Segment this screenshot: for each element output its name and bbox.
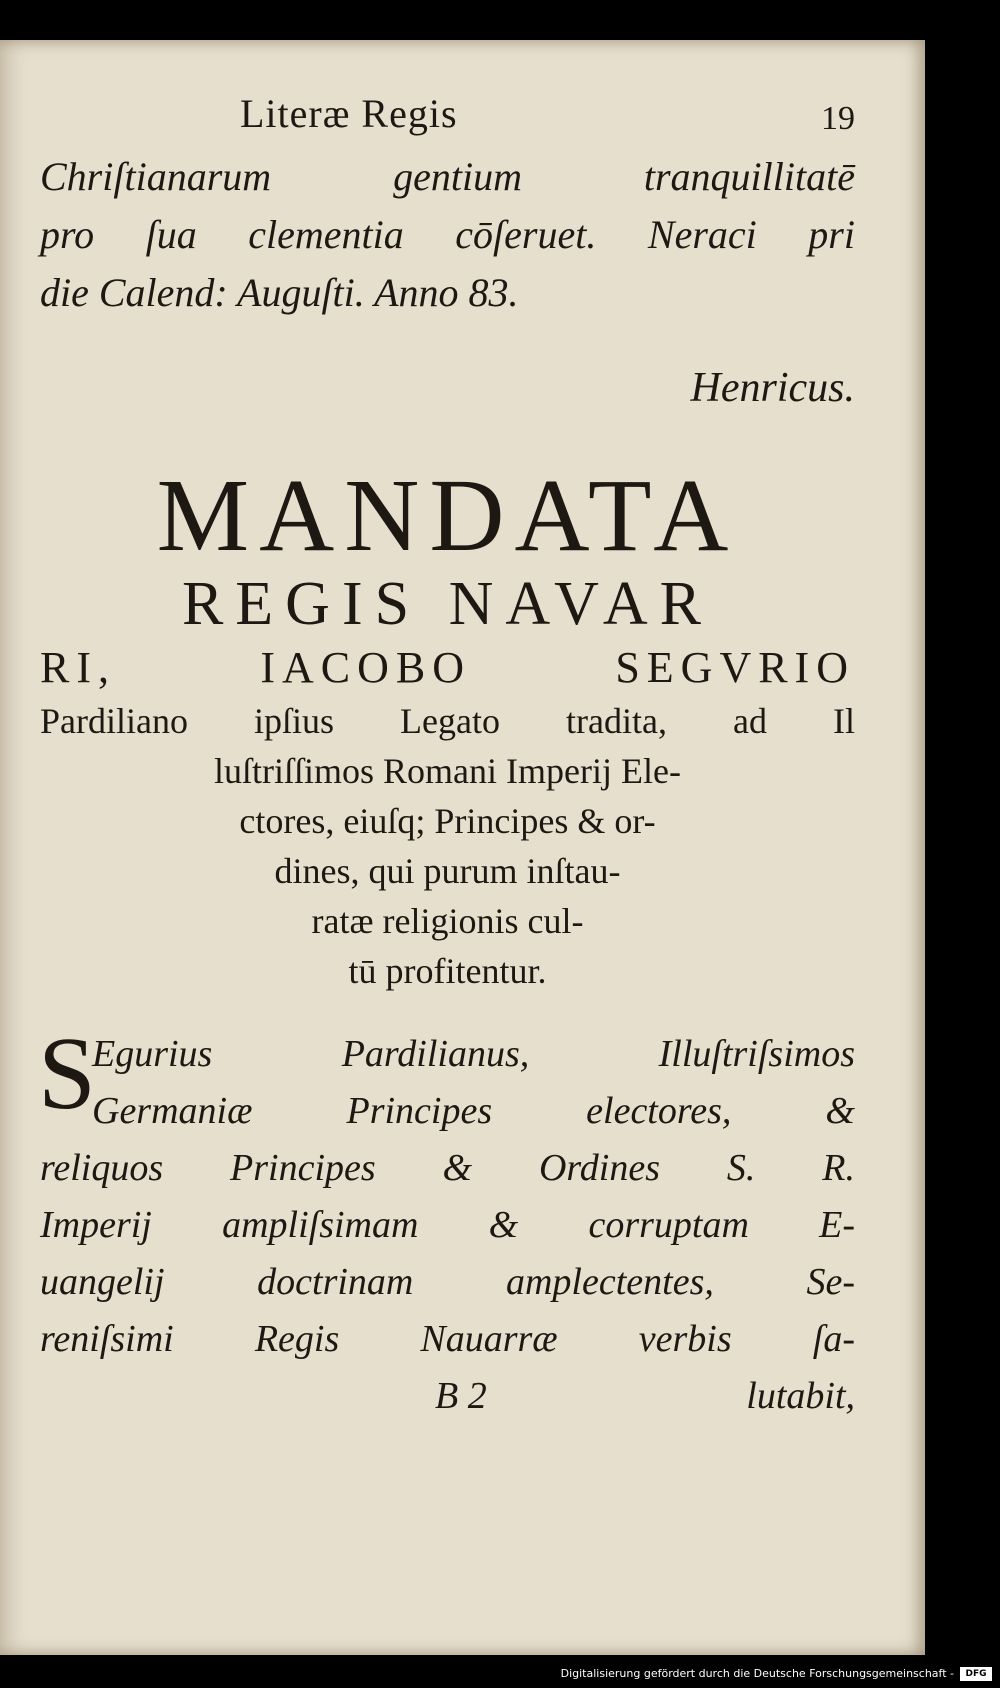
subtitle (40, 696, 855, 996)
catchword: lutabit, (746, 1375, 855, 1417)
drop-cap: S (38, 1016, 96, 1131)
title-line-1: MANDATA (156, 458, 739, 573)
paragraph-line: Egurius Pardilianus, Illuſtriſsimos (92, 1033, 855, 1075)
catch-line (40, 1368, 855, 1425)
title-line-3: RI, IACOBO SEGVRIO (40, 643, 855, 692)
running-head: Literæ Regis (240, 91, 458, 136)
letter-closing (40, 148, 855, 322)
footer-credit: Digitalisierung gefördert durch die Deutsche Forschungsgemeinschaft - (560, 1667, 954, 1680)
letter-line: die Calend: Auguſti. Anno 83. (40, 270, 519, 315)
paragraph-line: Imperij ampliſsimam & corruptam E- (40, 1204, 855, 1246)
subtitle-line: luſtriſſimos Romani Imperij Ele- (214, 751, 681, 791)
signature: Henricus. (690, 365, 855, 411)
letter-line: pro ſua clementia cōſeruet. Neraci pri (40, 212, 855, 257)
subtitle-line: dines, qui purum inſtau- (274, 851, 621, 891)
letter-line: Chriſtianarum gentium tranquillitatē (40, 154, 855, 199)
subtitle-line: ctores, eiuſq; Principes & or- (239, 801, 656, 841)
page-header (40, 90, 855, 148)
dfg-logo: DFG (960, 1667, 992, 1681)
paragraph-line: reliquos Principes & Ordines S. R. (40, 1147, 855, 1189)
page-text-block (40, 90, 855, 1425)
subtitle-line: Pardiliano ipſius Legato tradita, ad Il (40, 701, 855, 741)
footer-bar (0, 1655, 1000, 1688)
signature-mark: B 2 (435, 1375, 487, 1417)
paragraph-line: uangelij doctrinam amplectentes, Se- (40, 1261, 855, 1303)
body-paragraph (38, 1016, 855, 1368)
title-line-2: REGIS NAVAR (181, 570, 714, 638)
book-page (0, 40, 925, 1655)
page-number: 19 (821, 100, 855, 137)
paragraph-line: reniſsimi Regis Nauarræ verbis ſa- (40, 1318, 855, 1360)
paragraph-line: Germaniæ Principes electores, & (92, 1090, 855, 1132)
subtitle-line: tū profitentur. (348, 951, 547, 991)
subtitle-line: ratæ religionis cul- (311, 901, 584, 941)
